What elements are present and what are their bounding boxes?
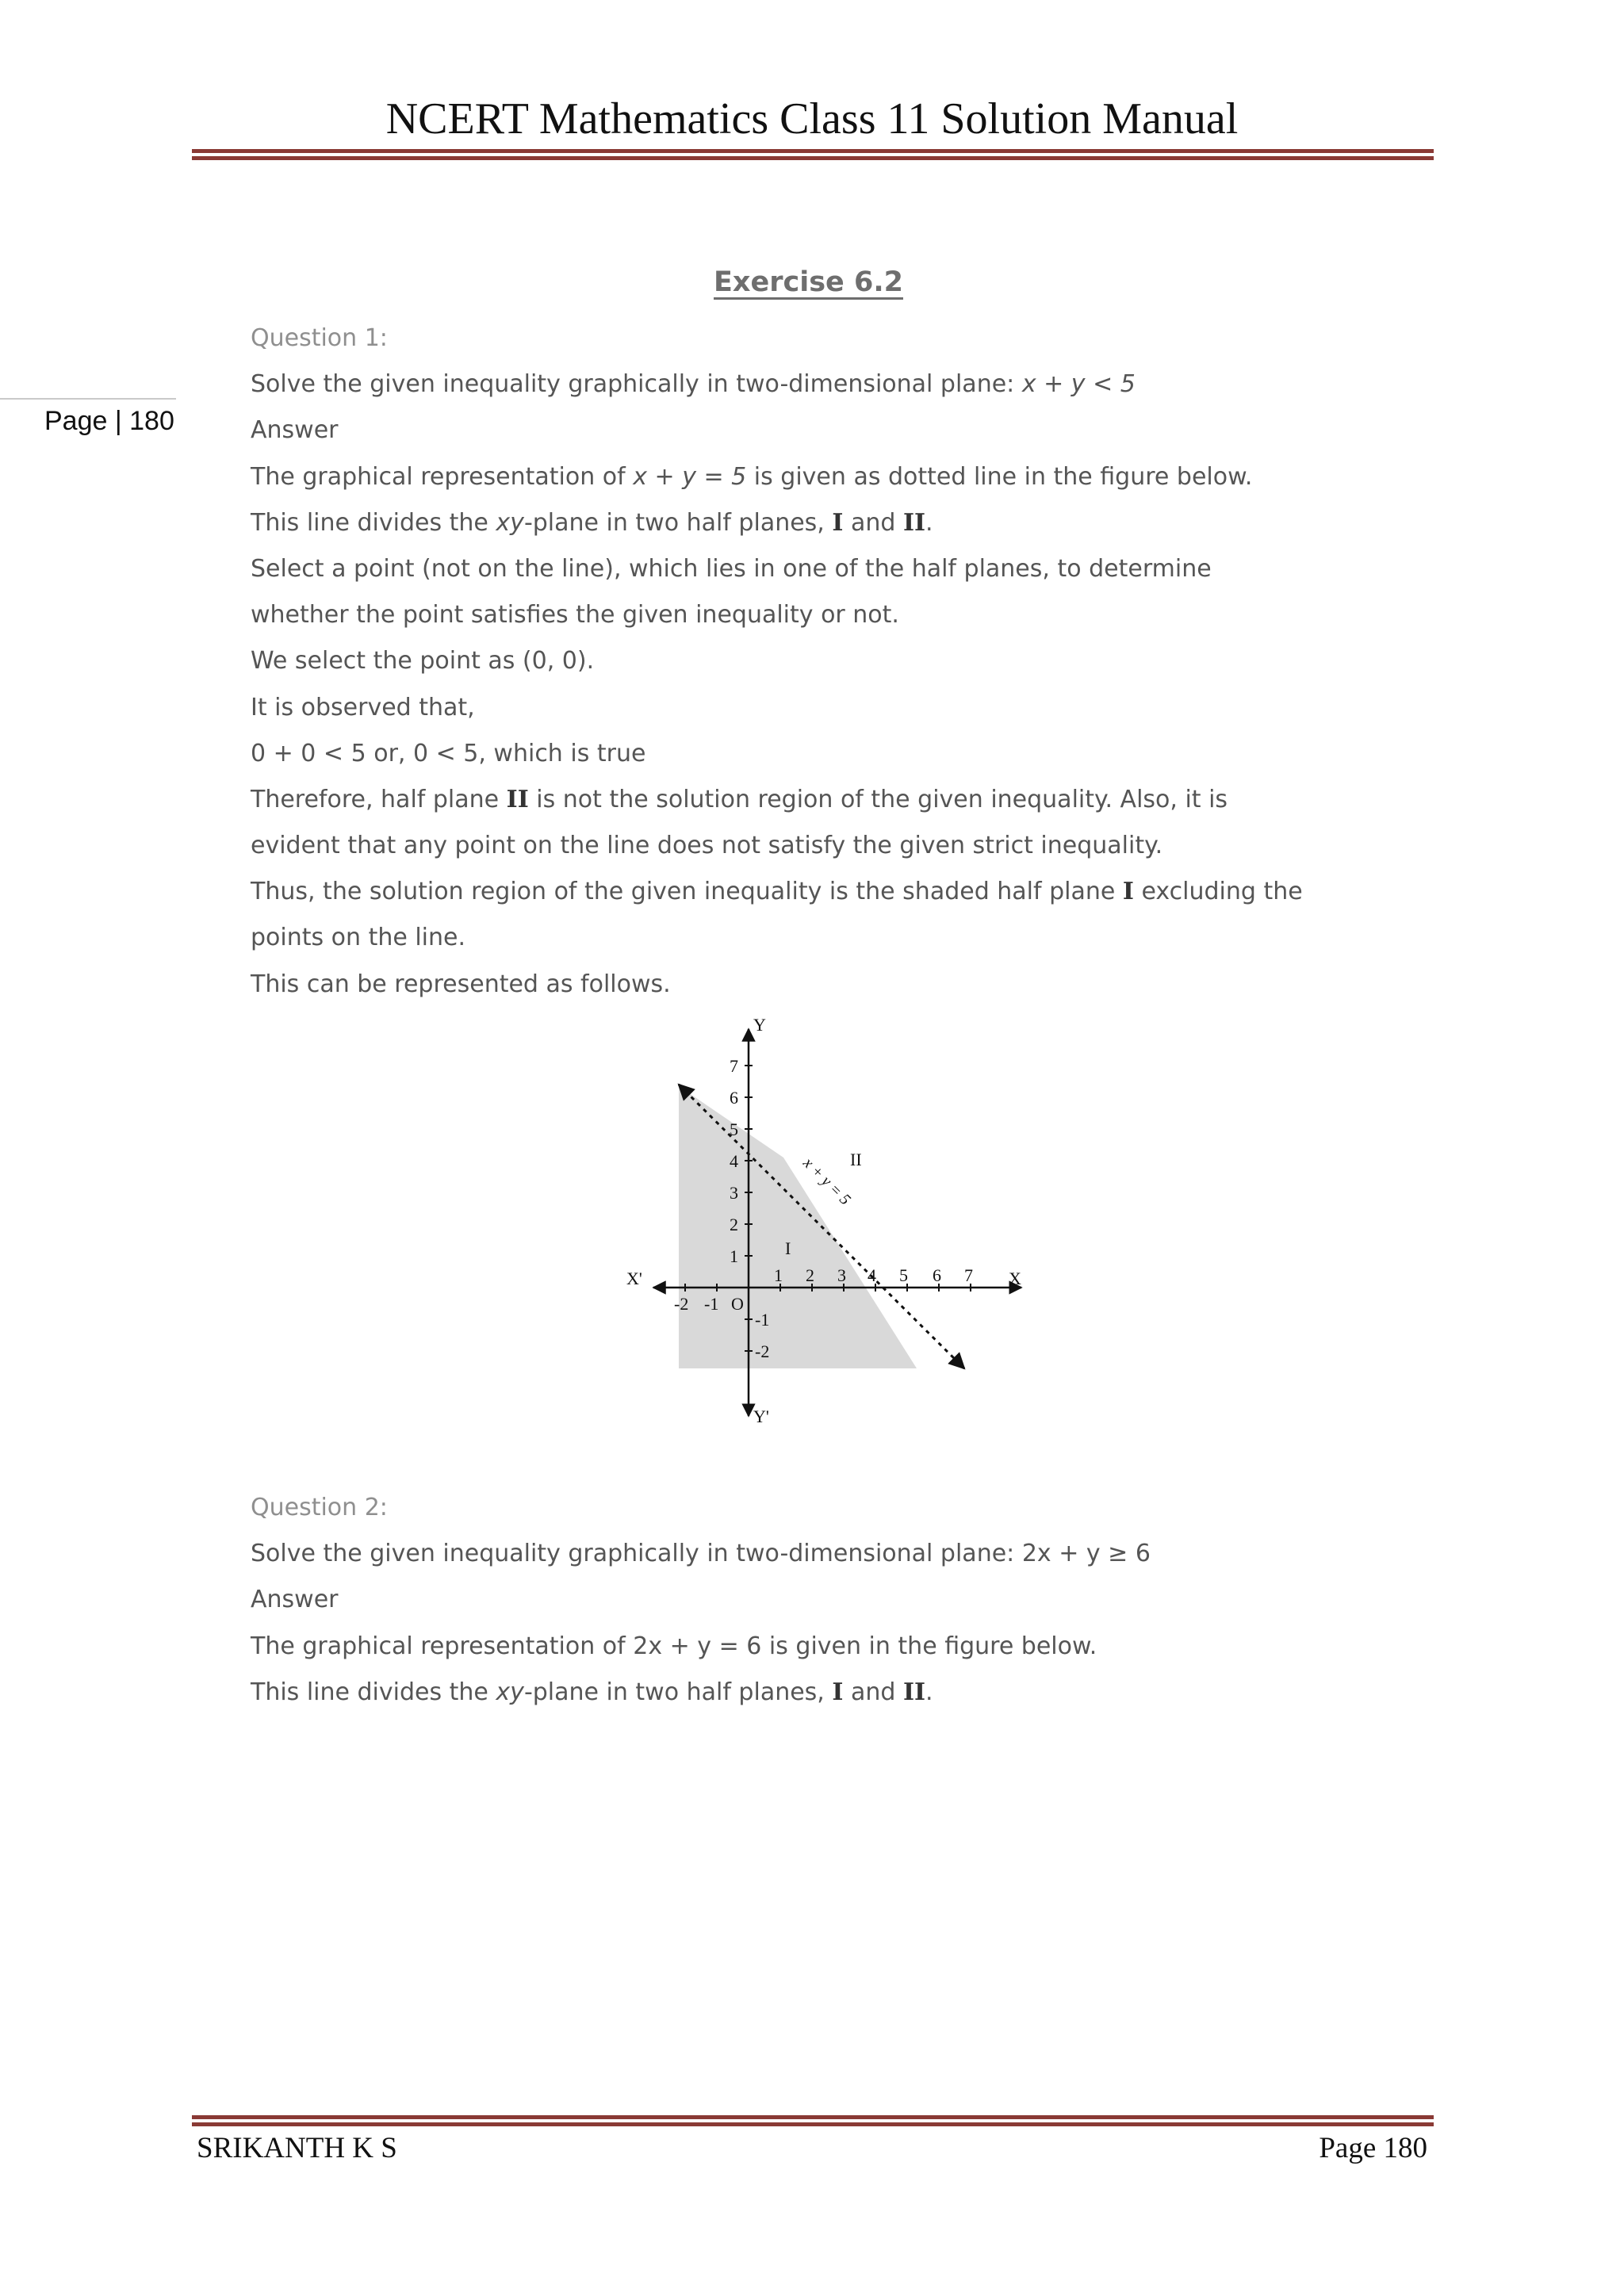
answer-2-label: Answer — [251, 1586, 339, 1614]
answer-1-line-4: whether the point satisfies the given inequality or not. — [251, 601, 899, 629]
answer-1-line-2: This line divides the xy-plane in two half planes, I and II. — [251, 508, 933, 537]
question-1-block — [251, 316, 1440, 1008]
exercise-title: Exercise 6.2 — [714, 266, 903, 298]
answer-1-line-6: It is observed that, — [251, 693, 475, 721]
answer-1-line-1: The graphical representation of x + y = 5 is given as dotted line in the figure below. — [251, 462, 1253, 491]
answer-2-line-1: The graphical representation of 2x + y = 6 is given in the figure below. — [251, 1632, 1097, 1660]
x-tick-label: 2 — [806, 1265, 814, 1285]
y-tick-label: 4 — [730, 1151, 738, 1171]
x-tick-label: 4 — [868, 1265, 876, 1285]
y-neg-tick-label: -2 — [755, 1341, 770, 1361]
question-1-statement: Solve the given inequality graphically in two-dimensional plane: x + y < 5 — [251, 370, 1136, 399]
page-header-title: NCERT Mathematics Class 11 Solution Manual — [385, 94, 1239, 144]
region-1-label: I — [785, 1238, 791, 1258]
answer-1-line-9: evident that any point on the line does not satisfy the given strict inequality. — [251, 832, 1163, 860]
region-2-label: II — [850, 1150, 862, 1169]
y-neg-tick-label: -1 — [755, 1310, 770, 1330]
side-margin-rule — [0, 398, 176, 400]
answer-1-line-3: Select a point (not on the line), which lies in one of the half planes, to determine — [251, 554, 1212, 583]
x-axis-neg-label: X' — [626, 1269, 642, 1288]
y-tick-label: 3 — [730, 1183, 738, 1203]
answer-1-line-12: This can be represented as follows. — [251, 970, 671, 998]
header-rule-lower — [192, 156, 1434, 160]
boundary-line-label: x + y = 5 — [799, 1154, 854, 1209]
x-tick-label: 5 — [899, 1265, 908, 1285]
inequality-graph — [615, 1012, 1059, 1440]
answer-1-line-8: Therefore, half plane II is not the solution region of the given inequality. Also, it is — [251, 785, 1228, 813]
x-tick-label: 1 — [774, 1265, 783, 1285]
origin-label: O — [731, 1294, 744, 1314]
question-1-label: Question 1: — [251, 324, 388, 352]
answer-1-line-11: points on the line. — [251, 924, 466, 952]
y-tick-label: 2 — [730, 1215, 738, 1234]
y-tick-label: 1 — [730, 1246, 738, 1266]
x-tick-label: 6 — [933, 1265, 941, 1285]
answer-2-line-2: This line divides the xy-plane in two half planes, I and II. — [251, 1678, 933, 1706]
y-tick-label: 6 — [730, 1088, 738, 1108]
answer-1-line-10: Thus, the solution region of the given inequality is the shaded half plane I excluding the — [251, 878, 1303, 906]
y-tick-label: 7 — [730, 1056, 738, 1076]
question-2-block — [251, 1485, 1440, 1716]
x-tick-label: 3 — [837, 1265, 846, 1285]
side-page-number: Page | 180 — [44, 406, 174, 436]
x-neg-tick-label: -1 — [704, 1294, 719, 1314]
x-tick-label: 7 — [964, 1265, 973, 1285]
question-2-label: Question 2: — [251, 1494, 388, 1521]
y-tick-label: 5 — [730, 1119, 738, 1139]
solution-region-shade — [679, 1086, 917, 1368]
header-rule-upper — [192, 149, 1434, 153]
answer-1-line-5: We select the point as (0, 0). — [251, 647, 595, 675]
answer-1-label: Answer — [251, 416, 339, 445]
footer-rule-lower — [192, 2122, 1434, 2126]
footer-rule-upper — [192, 2115, 1434, 2119]
footer-author: SRIKANTH K S — [197, 2132, 397, 2164]
question-2-statement: Solve the given inequality graphically in two-dimensional plane: 2x + y ≥ 6 — [251, 1540, 1151, 1568]
y-axis-label: Y — [753, 1015, 766, 1035]
answer-1-line-7: 0 + 0 < 5 or, 0 < 5, which is true — [251, 739, 646, 767]
y-axis-neg-label: Y' — [753, 1406, 769, 1426]
x-axis-label: X — [1009, 1269, 1021, 1288]
footer-page-number: Page 180 — [1319, 2132, 1427, 2164]
x-neg-tick-label: -2 — [674, 1294, 689, 1314]
